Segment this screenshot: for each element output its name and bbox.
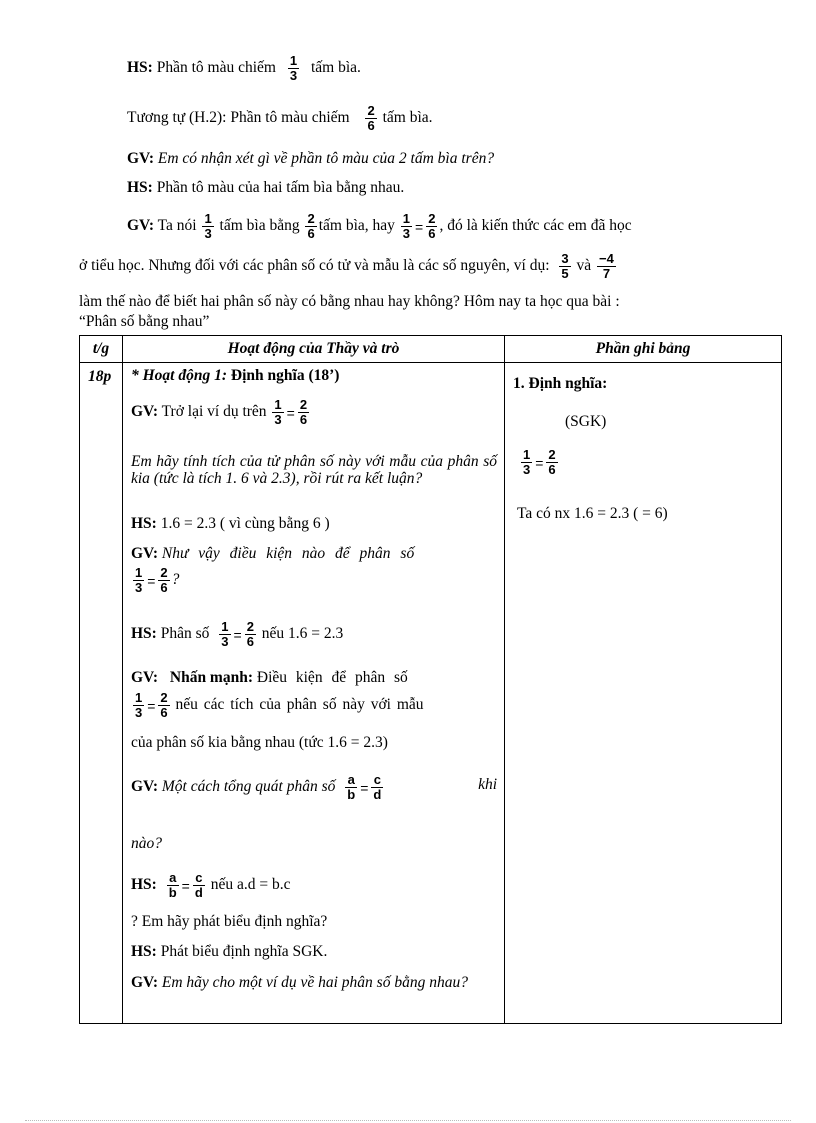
intro-line-1: [127, 54, 361, 83]
text: (18’): [308, 367, 340, 384]
activity-p4: [131, 545, 497, 563]
fraction: [158, 691, 169, 720]
text: Điều kiện để phân số: [256, 669, 408, 686]
lesson-title: “Phân số bằng nhau”: [79, 313, 210, 330]
table-row: [80, 363, 782, 1024]
intro-line-3: [127, 150, 494, 168]
denominator: 5: [561, 266, 569, 281]
text: Phần tô màu chiếm: [156, 59, 276, 77]
numerator: 2: [160, 690, 168, 705]
lesson-table: [79, 335, 782, 1024]
speaker-label: GV:: [131, 669, 158, 686]
text: tấm bìa.: [382, 109, 433, 127]
activity-p4-fraction: [131, 566, 179, 595]
text: tấm bìa.: [310, 59, 361, 77]
speaker-label: HS:: [127, 179, 153, 196]
speaker-label: GV:: [127, 217, 154, 235]
denominator: 6: [548, 462, 556, 477]
speaker-label: HS:: [131, 625, 157, 643]
denominator: 6: [160, 580, 168, 595]
text: và: [576, 257, 592, 275]
numerator: c: [193, 871, 205, 886]
denominator: 3: [289, 68, 298, 83]
intro-line-2: [127, 104, 433, 133]
text: nếu a.d = b.c: [210, 876, 291, 894]
fraction: [298, 398, 309, 427]
table-header-row: [80, 336, 782, 363]
numerator: 2: [299, 397, 308, 412]
equals-sign: =: [147, 697, 156, 714]
text: Em hãy cho một ví dụ về hai phân số bằng nhau?: [161, 974, 468, 991]
fraction: [133, 691, 144, 720]
text: Phần tô màu của hai tấm bìa bằng nhau.: [156, 179, 405, 196]
numerator: 2: [160, 565, 168, 580]
equals-sign: =: [233, 626, 242, 643]
denominator: b: [347, 787, 356, 802]
speaker-label: GV:: [131, 778, 158, 796]
denominator: 3: [135, 705, 143, 720]
activity-p8: [131, 871, 290, 900]
text: khi: [478, 776, 497, 793]
equals-sign: =: [415, 218, 424, 235]
numerator: a: [345, 773, 357, 788]
text: Như vậy điều kiện nào để phân số: [161, 545, 415, 562]
fraction: [288, 54, 299, 83]
text: , đó là kiến thức các em đã học: [439, 217, 632, 235]
activity-p5: [131, 620, 343, 649]
activity-p10: [131, 943, 327, 961]
text: * Hoạt động 1:: [131, 367, 228, 384]
denominator: 3: [402, 226, 411, 241]
text: tấm bìa, hay: [318, 217, 395, 235]
speaker-label: HS:: [127, 59, 153, 77]
denominator: 6: [307, 226, 315, 241]
denominator: 6: [246, 634, 254, 649]
fraction: [365, 104, 376, 133]
fraction: [193, 871, 205, 900]
board-sgk: (SGK): [565, 413, 607, 430]
speaker-label: HS:: [131, 515, 157, 532]
activity-p7: [131, 773, 497, 802]
fraction: [345, 773, 357, 802]
intro-line-7: [79, 293, 620, 311]
denominator: 6: [428, 226, 436, 241]
text: ở tiểu học. Nhưng đối với các phân số có tử và mẫu là các số nguyên, ví dụ:: [79, 257, 550, 275]
fraction: [202, 212, 213, 241]
fraction: [305, 212, 316, 241]
denominator: 6: [299, 412, 308, 427]
numerator: 1: [204, 211, 212, 226]
activity-cell: [123, 363, 505, 1024]
numerator: 1: [135, 690, 143, 705]
numerator: 1: [289, 53, 298, 68]
speaker-label: GV:: [131, 545, 158, 562]
equals-sign: =: [181, 877, 190, 894]
denominator: 7: [602, 266, 611, 281]
equals-sign: =: [286, 404, 295, 421]
header-board: Phần ghi bảng: [505, 336, 782, 363]
denominator: 3: [204, 226, 212, 241]
denominator: 3: [221, 634, 229, 649]
equals-sign: =: [147, 572, 156, 589]
intro-line-5: [127, 212, 632, 241]
numerator: c: [371, 773, 383, 788]
text: Trở lại ví dụ trên: [161, 403, 267, 421]
board-fraction: [519, 448, 560, 477]
denominator: 6: [160, 705, 168, 720]
board-heading: 1. Định nghĩa:: [513, 375, 608, 392]
fraction: [521, 448, 532, 477]
text: Định nghĩa: [230, 367, 305, 384]
fraction: [559, 252, 570, 281]
numerator: a: [167, 871, 179, 886]
board-note: Ta có nx 1.6 = 2.3 ( = 6): [517, 505, 668, 522]
equals-sign: =: [535, 454, 544, 471]
denominator: 6: [367, 118, 375, 133]
fraction: [158, 566, 169, 595]
activity-p11: [131, 973, 497, 993]
question-mark: ?: [171, 571, 180, 589]
time-cell: [80, 363, 123, 1024]
speaker-label: GV:: [127, 150, 154, 167]
numerator: 3: [561, 251, 569, 266]
activity-title: [131, 367, 339, 385]
fraction: [272, 398, 283, 427]
speaker-label: HS:: [131, 876, 157, 894]
numerator: 2: [307, 211, 315, 226]
fraction: [167, 871, 179, 900]
numerator: 1: [221, 619, 229, 634]
header-time: t/g: [80, 336, 123, 363]
fraction: [401, 212, 412, 241]
numerator: 2: [246, 619, 254, 634]
text: Phát biểu định nghĩa SGK.: [160, 943, 328, 960]
activity-p6-c: của phân số kia bằng nhau (tức 1.6 = 2.3): [131, 734, 388, 751]
denominator: 3: [274, 412, 282, 427]
text: tấm bìa bằng: [219, 217, 300, 235]
activity-p3: [131, 515, 330, 533]
text: nếu 1.6 = 2.3: [261, 625, 344, 643]
denominator: 3: [523, 462, 531, 477]
text: nếu các tích của phân số này với mẫu: [175, 696, 424, 714]
fraction: [245, 620, 256, 649]
activity-p6: [131, 669, 408, 687]
numerator: 2: [367, 103, 375, 118]
text: Một cách tổng quát phân số: [161, 778, 336, 796]
intro-line-4: [127, 179, 404, 197]
fraction: [546, 448, 557, 477]
denominator: d: [373, 787, 382, 802]
text: làm thế nào để biết hai phân số này có bằng nhau hay không? Hôm nay ta học qua bài :: [79, 293, 620, 310]
footer-divider: [25, 1120, 791, 1121]
intro-line-6: [79, 252, 618, 281]
denominator: d: [194, 885, 203, 900]
denominator: 3: [135, 580, 143, 595]
fraction: [219, 620, 230, 649]
text: Em có nhận xét gì về phần tô màu của 2 tấm bìa trên?: [157, 150, 495, 167]
emphasis: Nhấn mạnh:: [169, 669, 253, 686]
speaker-label: HS:: [131, 943, 157, 960]
fraction: [371, 773, 383, 802]
time-value: 18p: [88, 368, 112, 385]
activity-p9: ? Em hãy phát biểu định nghĩa?: [131, 913, 328, 930]
equals-sign: =: [360, 779, 369, 796]
text: Phân số: [160, 625, 210, 643]
activity-p7-end: nào?: [131, 835, 162, 852]
text: Ta nói: [157, 217, 197, 235]
board-cell: [505, 363, 782, 1024]
speaker-label: GV:: [131, 403, 158, 421]
speaker-label: GV:: [131, 974, 158, 991]
numerator: 1: [523, 447, 531, 462]
numerator: 2: [548, 447, 556, 462]
fraction: [133, 566, 144, 595]
numerator: 1: [135, 565, 143, 580]
intro-line-8: [79, 313, 209, 331]
fraction: [426, 212, 437, 241]
text: Tương tự (H.2): Phần tô màu chiếm: [127, 109, 350, 127]
numerator: 1: [402, 211, 411, 226]
numerator: 1: [274, 397, 282, 412]
fraction: [597, 252, 616, 281]
denominator: b: [168, 885, 177, 900]
numerator: −4: [599, 251, 614, 266]
text: 1.6 = 2.3 ( vì cùng bằng 6 ): [160, 515, 330, 532]
activity-p1: [131, 398, 311, 427]
header-activity: Hoạt động của Thầy và trò: [123, 336, 505, 363]
numerator: 2: [428, 211, 436, 226]
activity-p2: Em hãy tính tích của tử phân số này với mẫu của phân số kia (tức là tích 1. 6 và 2.3), rồi rút ra kết luận?: [131, 453, 497, 487]
activity-p6-b: [131, 691, 424, 720]
